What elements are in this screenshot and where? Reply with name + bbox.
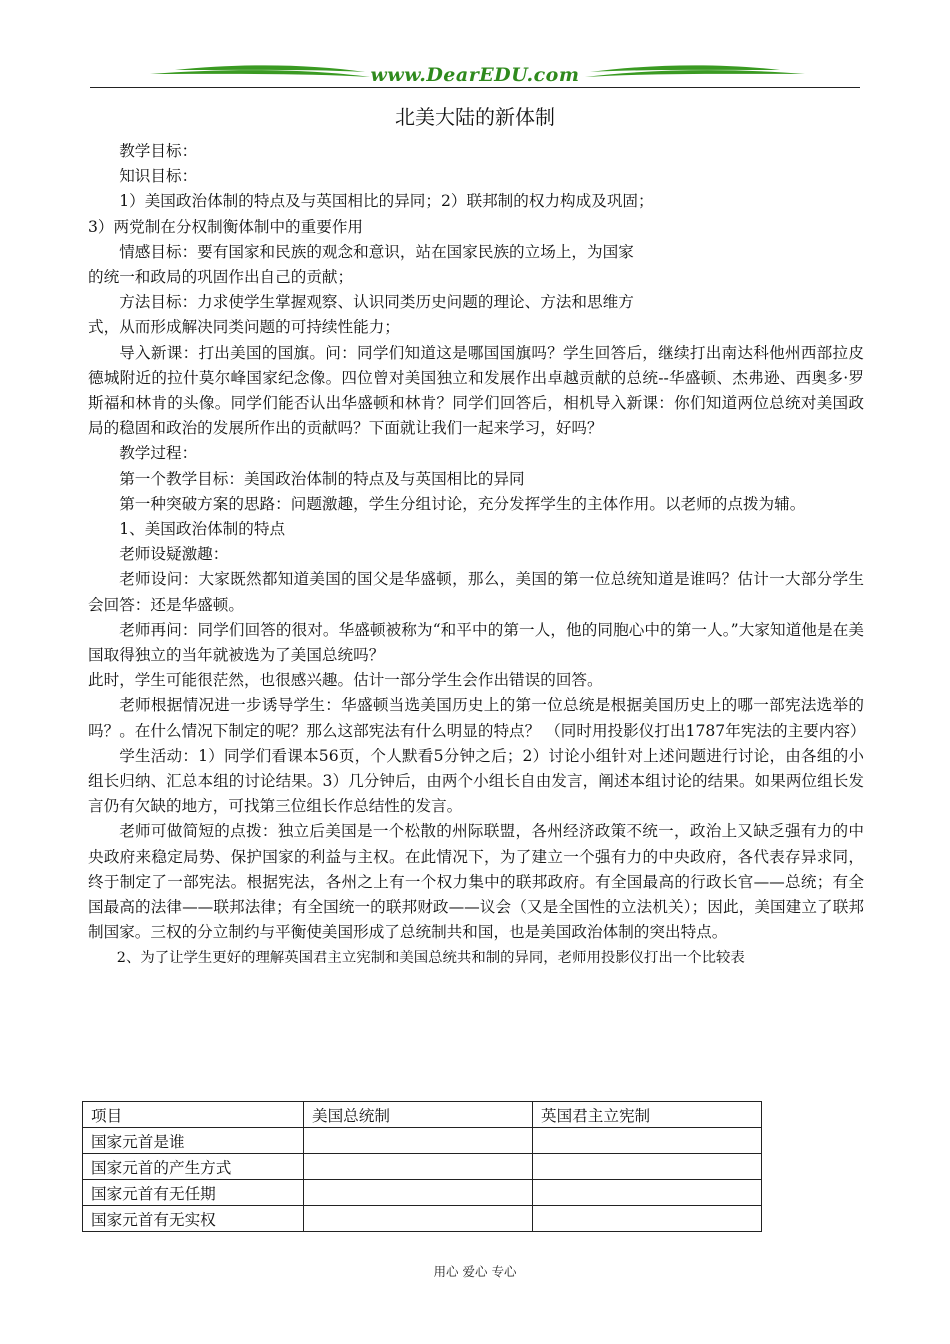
- table-cell: 国家元首有无实权: [83, 1206, 304, 1232]
- paragraph: 学生活动：1）同学们看课本56页，个人默看5分钟之后；2）讨论小组针对上述问题进行讨论，由各组的小组长归纳、汇总本组的讨论结果。3）几分钟后，由两个小组长自由发言，阐述本组讨论的结果。如果两位组长发言仍有欠缺的地方，可找第三位组长作总结性的发言。: [88, 746, 864, 816]
- table-cell: 国家元首是谁: [83, 1128, 304, 1154]
- paragraph: 的统一和政局的巩固作出自己的贡献；: [88, 268, 354, 287]
- paragraph: 3）两党制在分权制衡体制中的重要作用: [88, 217, 364, 236]
- table-cell: [532, 1128, 761, 1154]
- comparison-table: [82, 1101, 762, 1232]
- table-header-row: [83, 1102, 762, 1128]
- site-header-banner: [90, 60, 860, 94]
- table-cell: [303, 1180, 532, 1206]
- paragraph: 老师再问：同学们回答的很对。华盛顿被称为“和平中的第一人，他的同胞心中的第一人。”大家知道他是在美国取得独立的当年就被选为了美国总统吗？: [88, 620, 864, 665]
- table-row: [83, 1206, 762, 1232]
- paragraph: 教学过程：: [119, 444, 198, 463]
- table-header-cell: 英国君主立宪制: [532, 1102, 761, 1128]
- paragraph: 教学目标：: [119, 142, 198, 160]
- paragraph: 2、为了让学生更好的理解英国君主立宪制和美国总统共和制的异同，老师用投影仪打出一个比较表: [116, 949, 745, 966]
- page-footer: 用心 爱心 专心: [433, 1264, 517, 1279]
- table-cell: 国家元首的产生方式: [83, 1154, 304, 1180]
- paragraph: 1）美国政治体制的特点及与英国相比的异同；2）联邦制的权力构成及巩固；: [119, 192, 654, 211]
- paragraph: 第一种突破方案的思路：问题激趣，学生分组讨论，充分发挥学生的主体作用。以老师的点拨为辅。: [119, 494, 806, 513]
- paragraph: 情感目标：要有国家和民族的观念和意识，站在国家民族的立场上，为国家: [119, 242, 634, 261]
- paragraph: 老师根据情况进一步诱导学生：华盛顿当选美国历史上的第一位总统是根据美国历史上的哪一部宪法选举的吗？。在什么情况下制定的呢？那么这部宪法有什么明显的特点？ （同时用投影仪打出1787年宪法的主要内容）: [88, 696, 866, 740]
- paragraph: 式，从而形成解决同类问题的可持续性能力；: [88, 318, 400, 337]
- header-divider: [90, 87, 860, 88]
- table-cell: 国家元首有无任期: [83, 1180, 304, 1206]
- table-row: [83, 1180, 762, 1206]
- table-header-cell: 项目: [83, 1102, 304, 1128]
- table-cell: [532, 1180, 761, 1206]
- table-row: [83, 1128, 762, 1154]
- table-cell: [303, 1206, 532, 1232]
- table-cell: [303, 1154, 532, 1180]
- paragraph: 老师可做简短的点拨：独立后美国是一个松散的州际联盟，各州经济政策不统一，政治上又缺乏强有力的中央政府来稳定局势、保护国家的利益与主权。在此情况下，为了建立一个强有力的中央政府，各代表存异求同，终于制定了一部宪法。根据宪法，各州之上有一个权力集中的联邦政府。有全国最高的行政长官——总统；有全国最高的法律——联邦法律；有全国统一的联邦财政——议会（又是全国性的立法机关）；因此，美国建立了联邦制国家。三权的分立制约与平衡使美国形成了总统制共和国，也是美国政治体制的突出特点。: [88, 822, 864, 942]
- table-cell: [532, 1154, 761, 1180]
- paragraph: 方法目标：力求使学生掌握观察、认识同类历史问题的理论、方法和思维方: [119, 293, 634, 312]
- table-cell: [303, 1128, 532, 1154]
- table-header-cell: 美国总统制: [303, 1102, 532, 1128]
- paragraph: 此时，学生可能很茫然，也很感兴趣。估计一部分学生会作出错误的回答。: [88, 671, 603, 690]
- paragraph: 老师设疑激趣：: [119, 545, 229, 564]
- table-row: [83, 1154, 762, 1180]
- document-body: [88, 139, 864, 971]
- paragraph: 知识目标：: [119, 167, 198, 186]
- paragraph: 1、美国政治体制的特点: [119, 520, 286, 539]
- document-title: 北美大陆的新体制: [395, 105, 555, 129]
- paragraph: 导入新课：打出美国的国旗。问：同学们知道这是哪国国旗吗？学生回答后，继续打出南达科他州西部拉皮德城附近的拉什莫尔峰国家纪念像。四位曾对美国独立和发展作出卓越贡献的总统--华盛顿、杰弗逊、西奥多·罗斯福和林肯的头像。同学们能否认出华盛顿和林肯？同学们回答后，相机导入新课：你们知道两位总统对美国政局的稳固和政治的发展所作出的贡献吗？下面就让我们一起来学习，好吗？: [88, 343, 864, 438]
- paragraph: 第一个教学目标：美国政治体制的特点及与英国相比的异同: [119, 469, 525, 488]
- site-logo: www.DearEDU.com: [370, 64, 580, 86]
- paragraph: 老师设问：大家既然都知道美国的国父是华盛顿，那么，美国的第一位总统知道是谁吗？估计一大部分学生会回答：还是华盛顿。: [88, 570, 864, 614]
- table-cell: [532, 1206, 761, 1232]
